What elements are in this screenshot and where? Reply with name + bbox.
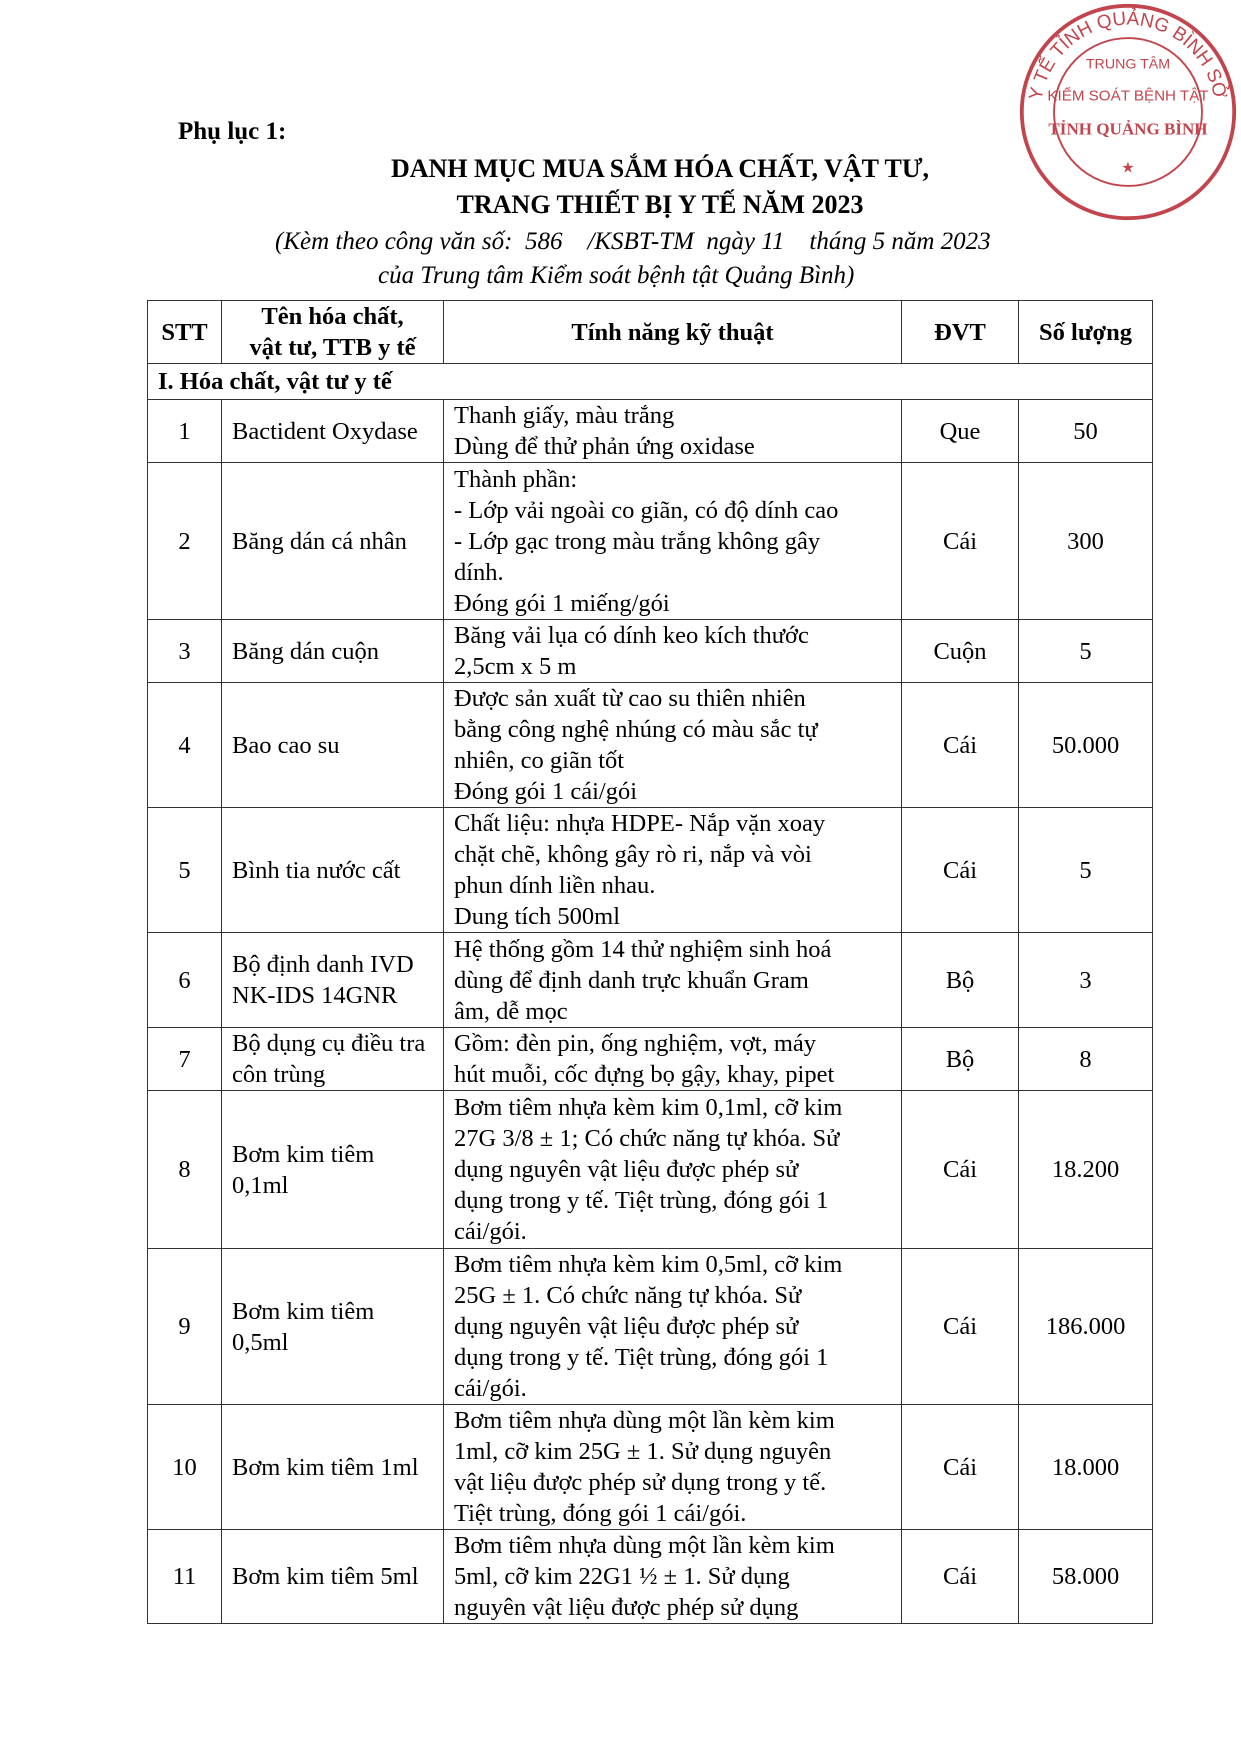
spec-line: âm, dễ mọc bbox=[454, 997, 568, 1025]
row-stt: 4 bbox=[148, 683, 222, 808]
spec-line: Bơm tiêm nhựa kèm kim 0,1ml, cỡ kim bbox=[454, 1094, 843, 1121]
row-stt: 5 bbox=[148, 808, 222, 933]
row-unit: Cái bbox=[902, 683, 1019, 808]
spec-line: 27G 3/8 ± 1; Có chức năng tự khóa. Sử bbox=[454, 1125, 840, 1152]
col-stt: STT bbox=[148, 301, 222, 364]
spec-line: chặt chẽ, không gây rò ri, nắp và vòi bbox=[454, 841, 812, 868]
row-qty: 18.200 bbox=[1019, 1091, 1153, 1249]
row-qty: 186.000 bbox=[1019, 1249, 1153, 1405]
table-row bbox=[148, 1405, 1153, 1530]
row-spec bbox=[444, 1028, 902, 1091]
spec-line: - Lớp gạc trong màu trắng không gây bbox=[454, 527, 821, 555]
spec-line: Tiệt trùng, đóng gói 1 cái/gói. bbox=[454, 1500, 747, 1527]
row-name: Bactident Oxydase bbox=[222, 400, 444, 463]
row-qty: 5 bbox=[1019, 620, 1153, 683]
seal-star-icon: ★ bbox=[1121, 159, 1135, 177]
row-spec bbox=[444, 683, 902, 808]
row-unit: Cái bbox=[902, 1405, 1019, 1530]
table-row bbox=[148, 1091, 1153, 1249]
seal-line: TRUNG TÂM bbox=[1085, 56, 1171, 73]
row-stt: 3 bbox=[148, 620, 222, 683]
spec-line: Bơm tiêm nhựa dùng một lần kèm kim bbox=[454, 1407, 835, 1434]
spec-line: nhiên, co giãn tốt bbox=[454, 747, 625, 774]
row-qty: 50 bbox=[1019, 400, 1153, 463]
row-qty: 5 bbox=[1019, 808, 1153, 933]
row-spec bbox=[444, 463, 902, 620]
row-stt: 9 bbox=[148, 1249, 222, 1405]
row-name: Bộ định danh IVD NK-IDS 14GNR bbox=[222, 933, 444, 1028]
spec-line: cái/gói. bbox=[454, 1375, 527, 1402]
seal-outer-text: Y TẾ TỈNH QUẢNG BÌNH SỞ bbox=[1025, 8, 1231, 103]
spec-line: Đóng gói 1 cái/gói bbox=[454, 778, 638, 805]
spec-line: Đóng gói 1 miếng/gói bbox=[454, 589, 670, 617]
document-title-line1: DANH MỤC MUA SẮM HÓA CHẤT, VẬT TƯ, bbox=[390, 154, 930, 183]
row-name: Băng dán cá nhân bbox=[222, 463, 444, 620]
row-stt: 10 bbox=[148, 1405, 222, 1530]
row-spec bbox=[444, 808, 902, 933]
row-stt: 7 bbox=[148, 1028, 222, 1091]
table-row bbox=[148, 620, 1153, 683]
row-unit: Cái bbox=[902, 463, 1019, 620]
row-qty: 18.000 bbox=[1019, 1405, 1153, 1530]
spec-line: Dùng để thử phản ứng oxidase bbox=[454, 433, 755, 460]
col-name-line: vật tư, TTB y tế bbox=[249, 334, 416, 361]
procurement-table bbox=[147, 300, 1153, 1624]
appendix-label: Phụ lục 1: bbox=[178, 118, 287, 145]
row-name: Bình tia nước cất bbox=[222, 808, 444, 933]
spec-line: vật liệu được phép sử dụng trong y tế. bbox=[454, 1469, 827, 1496]
document-title-line2: TRANG THIẾT BỊ Y TẾ NĂM 2023 bbox=[456, 190, 864, 219]
row-stt: 6 bbox=[148, 933, 222, 1028]
spec-line: Hệ thống gồm 14 thử nghiệm sinh hoá bbox=[454, 935, 832, 963]
spec-line: dụng nguyên vật liệu được phép sử bbox=[454, 1313, 799, 1340]
spec-line: dùng để định danh trực khuẩn Gram bbox=[454, 966, 809, 994]
spec-line: Thành phần: bbox=[454, 465, 578, 493]
row-unit: Cái bbox=[902, 1530, 1019, 1624]
spec-line: Bơm tiêm nhựa kèm kim 0,5ml, cỡ kim bbox=[454, 1251, 843, 1278]
table-row bbox=[148, 1530, 1153, 1624]
spec-line: - Lớp vải ngoài co giãn, có độ dính cao bbox=[454, 496, 839, 524]
spec-line: Băng vải lụa có dính keo kích thước bbox=[454, 622, 809, 649]
row-qty: 300 bbox=[1019, 463, 1153, 620]
row-name: Bộ dụng cụ điều tra côn trùng bbox=[222, 1028, 444, 1091]
row-name: Bơm kim tiêm 0,5ml bbox=[222, 1249, 444, 1405]
row-unit: Cuộn bbox=[902, 620, 1019, 683]
spec-line: Chất liệu: nhựa HDPE- Nắp vặn xoay bbox=[454, 810, 826, 837]
row-spec bbox=[444, 1091, 902, 1249]
row-unit: Cái bbox=[902, 1091, 1019, 1249]
spec-line: Thanh giấy, màu trắng bbox=[454, 402, 675, 429]
row-spec bbox=[444, 933, 902, 1028]
spec-line: 1ml, cỡ kim 25G ± 1. Sử dụng nguyên bbox=[454, 1438, 832, 1465]
col-spec: Tính năng kỹ thuật bbox=[444, 301, 902, 364]
row-spec bbox=[444, 1530, 902, 1624]
official-seal-stamp bbox=[1018, 2, 1238, 222]
row-name: Bơm kim tiêm 5ml bbox=[222, 1530, 444, 1624]
row-name: Bao cao su bbox=[222, 683, 444, 808]
col-unit: ĐVT bbox=[902, 301, 1019, 364]
row-unit: Bộ bbox=[902, 1028, 1019, 1091]
row-stt: 11 bbox=[148, 1530, 222, 1624]
spec-line: bằng công nghệ nhúng có màu sắc tự bbox=[454, 716, 818, 743]
table-row bbox=[148, 463, 1153, 620]
row-spec bbox=[444, 1249, 902, 1405]
table-header-row bbox=[148, 301, 1153, 364]
table-row bbox=[148, 1028, 1153, 1091]
row-name: Bơm kim tiêm 0,1ml bbox=[222, 1091, 444, 1249]
document-issuer: của Trung tâm Kiểm soát bệnh tật Quảng Bình) bbox=[378, 262, 855, 289]
spec-line: Được sản xuất từ cao su thiên nhiên bbox=[454, 685, 806, 712]
row-unit: Cái bbox=[902, 808, 1019, 933]
spec-line: Bơm tiêm nhựa dùng một lần kèm kim bbox=[454, 1532, 835, 1559]
row-qty: 3 bbox=[1019, 933, 1153, 1028]
row-unit: Bộ bbox=[902, 933, 1019, 1028]
row-unit: Cái bbox=[902, 1249, 1019, 1405]
spec-line: 25G ± 1. Có chức năng tự khóa. Sử bbox=[454, 1282, 802, 1309]
row-spec bbox=[444, 620, 902, 683]
col-name-line: Tên hóa chất, bbox=[261, 303, 404, 330]
spec-line: Gồm: đèn pin, ống nghiệm, vợt, máy bbox=[454, 1030, 817, 1057]
table-row bbox=[148, 1249, 1153, 1405]
row-spec bbox=[444, 400, 902, 463]
col-name bbox=[222, 301, 444, 364]
section-row bbox=[148, 364, 1153, 400]
spec-line: dụng nguyên vật liệu được phép sử bbox=[454, 1156, 799, 1183]
document-reference: (Kèm theo công văn số: 586 /KSBT-TM ngày 11 tháng 5 năm 2023 bbox=[275, 228, 991, 255]
row-stt: 1 bbox=[148, 400, 222, 463]
seal-line: TỈNH QUẢNG BÌNH bbox=[1048, 119, 1208, 139]
section-title: I. Hóa chất, vật tư y tế bbox=[148, 364, 1153, 400]
row-qty: 58.000 bbox=[1019, 1530, 1153, 1624]
row-qty: 8 bbox=[1019, 1028, 1153, 1091]
spec-line: phun dính liền nhau. bbox=[454, 872, 656, 899]
row-name: Bơm kim tiêm 1ml bbox=[222, 1405, 444, 1530]
row-unit: Que bbox=[902, 400, 1019, 463]
spec-line: 5ml, cỡ kim 22G1 ½ ± 1. Sử dụng bbox=[454, 1563, 790, 1590]
spec-line: dụng trong y tế. Tiệt trùng, đóng gói 1 bbox=[454, 1187, 829, 1214]
seal-line: KIỂM SOÁT BỆNH TẬT bbox=[1047, 87, 1209, 105]
table-row bbox=[148, 400, 1153, 463]
row-spec bbox=[444, 1405, 902, 1530]
row-qty: 50.000 bbox=[1019, 683, 1153, 808]
spec-line: hút muỗi, cốc đựng bọ gậy, khay, pipet bbox=[454, 1061, 835, 1088]
table-row bbox=[148, 683, 1153, 808]
spec-line: dụng trong y tế. Tiệt trùng, đóng gói 1 bbox=[454, 1344, 829, 1371]
row-stt: 8 bbox=[148, 1091, 222, 1249]
spec-line: dính. bbox=[454, 558, 504, 586]
spec-line: cái/gói. bbox=[454, 1218, 527, 1245]
col-qty: Số lượng bbox=[1019, 301, 1153, 364]
spec-line: 2,5cm x 5 m bbox=[454, 653, 577, 680]
row-name: Băng dán cuộn bbox=[222, 620, 444, 683]
spec-line: nguyên vật liệu được phép sử dụng bbox=[454, 1594, 799, 1621]
table-row bbox=[148, 808, 1153, 933]
spec-line: Dung tích 500ml bbox=[454, 903, 621, 930]
table-row bbox=[148, 933, 1153, 1028]
row-stt: 2 bbox=[148, 463, 222, 620]
